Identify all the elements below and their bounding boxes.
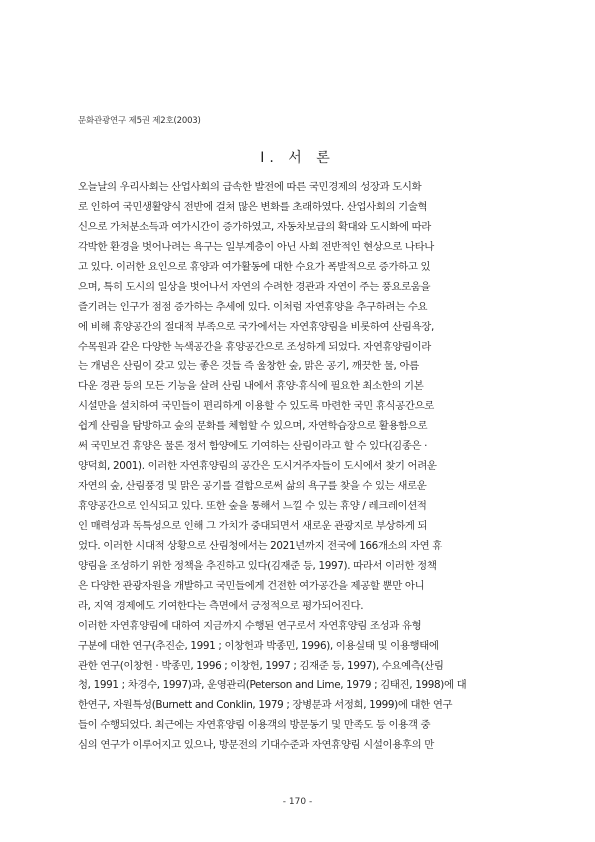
- text-line: 고 있다. 이러한 요인으로 휴양과 여가활동에 대한 수요가 폭발적으로 증가하고 있: [78, 260, 431, 273]
- text-line: 수목원과 같은 다양한 녹색공간을 휴양공간으로 조성하게 되었다. 자연휴양림이라: [78, 340, 431, 353]
- text-line: 써 국민보건 휴양은 물론 정서 함양에도 기여하는 산림이라고 할 수 있다(김종은 ·: [78, 440, 428, 453]
- text-line: 은 다양한 관광자원을 개발하고 국민들에게 건전한 여가공간을 제공할 뿐만 아니: [78, 579, 425, 592]
- text-line: 었다. 이러한 시대적 상황으로 산림청에서는 2021년까지 전국에 166개소의 자연 휴: [78, 539, 442, 552]
- journal-header: 문화관광연구 제5권 제2호(2003): [78, 116, 201, 126]
- text-line: 한연구, 자원특성(Burnett and Conklin, 1979 ; 장병문과 서정희, 1999)에 대한 연구: [78, 699, 453, 712]
- text-line: 에 비해 휴양공간의 절대적 부족으로 국가에서는 자연휴양림을 비롯하여 산림욕장,: [78, 320, 434, 333]
- section-title: Ⅰ. 서 론: [260, 150, 335, 166]
- text-line: 는 개념은 산림이 갖고 있는 좋은 것들 즉 울창한 숲, 맑은 공기, 깨끗한 물, 아름: [78, 360, 419, 373]
- text-line: 으며, 특히 도시의 일상을 벗어나서 자연의 수려한 경관과 자연이 주는 풍요로움을: [78, 280, 431, 293]
- text-line: 다운 경관 등의 모든 기능을 살려 산림 내에서 휴양·휴식에 필요한 최소한의 기본: [78, 380, 424, 393]
- text-line: 라, 지역 경제에도 기여한다는 측면에서 긍정적으로 평가되어진다.: [78, 599, 364, 612]
- text-line: 심의 연구가 이루어지고 있으나, 방문전의 기대수준과 자연휴양림 시설이용후의 만: [78, 739, 434, 752]
- text-line: 휴양공간으로 인식되고 있다. 또한 숲을 통해서 느낄 수 있는 휴양 / 레크레이션적: [78, 500, 427, 512]
- text-line: 이러한 자연휴양림에 대하여 지금까지 수행된 연구로서 자연휴양림 조성과 유형: [78, 619, 422, 632]
- text-line: 자연의 숲, 산림풍경 및 맑은 공기를 결합으로써 삶의 욕구를 찾을 수 있는 새로운: [78, 480, 427, 493]
- text-line: 오늘날의 우리사회는 산업사회의 급속한 발전에 따른 국민경제의 성장과 도시화: [78, 181, 422, 193]
- text-line: 관한 연구(이창헌 · 박종민, 1996 ; 이창헌, 1997 ; 김재준 등, 1997), 수요예측(산림: [78, 659, 444, 672]
- text-line: 즐기려는 인구가 점점 증가하는 추세에 있다. 이처럼 자연휴양을 추구하려는 수요: [78, 300, 428, 313]
- body-text: [78, 178, 518, 756]
- text-line: 시설만을 설치하여 국민들이 편리하게 이용할 수 있도록 마련한 국민 휴식공간으로: [78, 400, 434, 413]
- page-number: - 170 -: [282, 797, 313, 807]
- text-line: 신으로 가처분소득과 여가시간이 증가하였고, 자동차보급의 확대와 도시화에 따라: [78, 220, 431, 233]
- text-line: 인 매력성과 독특성으로 인해 그 가치가 중대되면서 새로운 관광지로 부상하게 되: [78, 519, 428, 532]
- text-line: 로 인하여 국민생활양식 전반에 걸쳐 많은 변화를 초래하였다. 산업사회의 기술혁: [78, 200, 428, 213]
- text-line: 양림을 조성하기 위한 정책을 추진하고 있다(김재준 등, 1997). 따라서 이러한 정책: [78, 559, 437, 572]
- text-line: 청, 1991 ; 차경수, 1997)과, 운영관리(Peterson and Lime, 1979 ; 김태진, 1998)에 대: [78, 679, 467, 692]
- text-line: 들이 수행되었다. 최근에는 자연휴양림 이용객의 방문동기 및 만족도 등 이용객 중: [78, 719, 431, 732]
- text-line: 구분에 대한 연구(추진순, 1991 ; 이창헌과 박종민, 1996), 이용실태 및 이용행태에: [78, 639, 439, 652]
- text-line: 각박한 환경을 벗어나려는 욕구는 일부계층이 아닌 사회 전반적인 현상으로 나타나: [78, 240, 434, 253]
- text-line: 양덕희, 2001). 이러한 자연휴양림의 공간은 도시거주자들이 도시에서 찾기 어려운: [78, 460, 437, 473]
- text-line: 쉽게 산림을 탐방하고 숲의 문화를 체험할 수 있으며, 자연학습장으로 활용함으로: [78, 420, 428, 433]
